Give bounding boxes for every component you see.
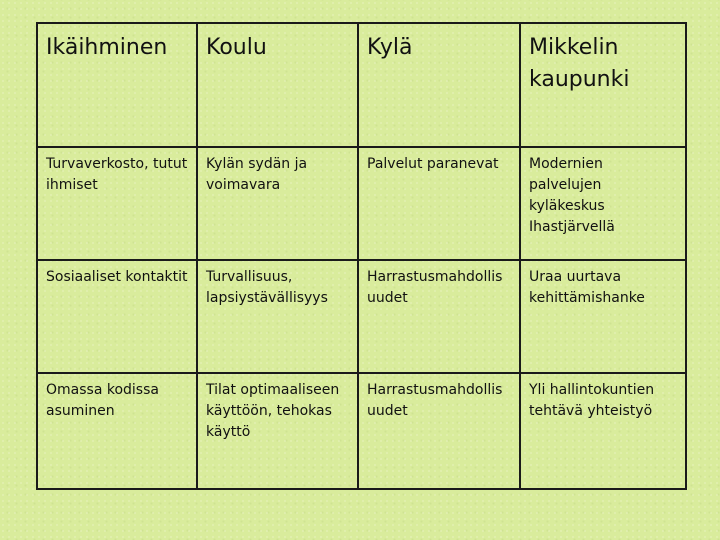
table-cell: Omassa kodissa asuminen: [37, 373, 197, 489]
table-header-row: [37, 23, 686, 147]
table-cell: Harrastusmahdollis uudet: [358, 260, 520, 373]
table-cell: Harrastusmahdollis uudet: [358, 373, 520, 489]
table-row: [37, 260, 686, 373]
comparison-table: [36, 22, 687, 490]
header-cell-ikaihminen: Ikäihminen: [37, 23, 197, 147]
table-row: [37, 373, 686, 489]
table-cell: Turvaverkosto, tutut ihmiset: [37, 147, 197, 260]
table-cell: Palvelut paranevat: [358, 147, 520, 260]
header-cell-mikkelin-kaupunki: Mikkelin kaupunki: [520, 23, 686, 147]
table-cell: Yli hallintokuntien tehtävä yhteistyö: [520, 373, 686, 489]
header-cell-kyla: Kylä: [358, 23, 520, 147]
table-cell: Turvallisuus, lapsiystävällisyys: [197, 260, 358, 373]
table-row: [37, 147, 686, 260]
table-cell: Tilat optimaaliseen käyttöön, tehokas käyttö: [197, 373, 358, 489]
table-cell: Modernien palvelujen kyläkeskus Ihastjärvellä: [520, 147, 686, 260]
table-cell: Kylän sydän ja voimavara: [197, 147, 358, 260]
header-cell-koulu: Koulu: [197, 23, 358, 147]
table-cell: Uraa uurtava kehittämishanke: [520, 260, 686, 373]
table-cell: Sosiaaliset kontaktit: [37, 260, 197, 373]
